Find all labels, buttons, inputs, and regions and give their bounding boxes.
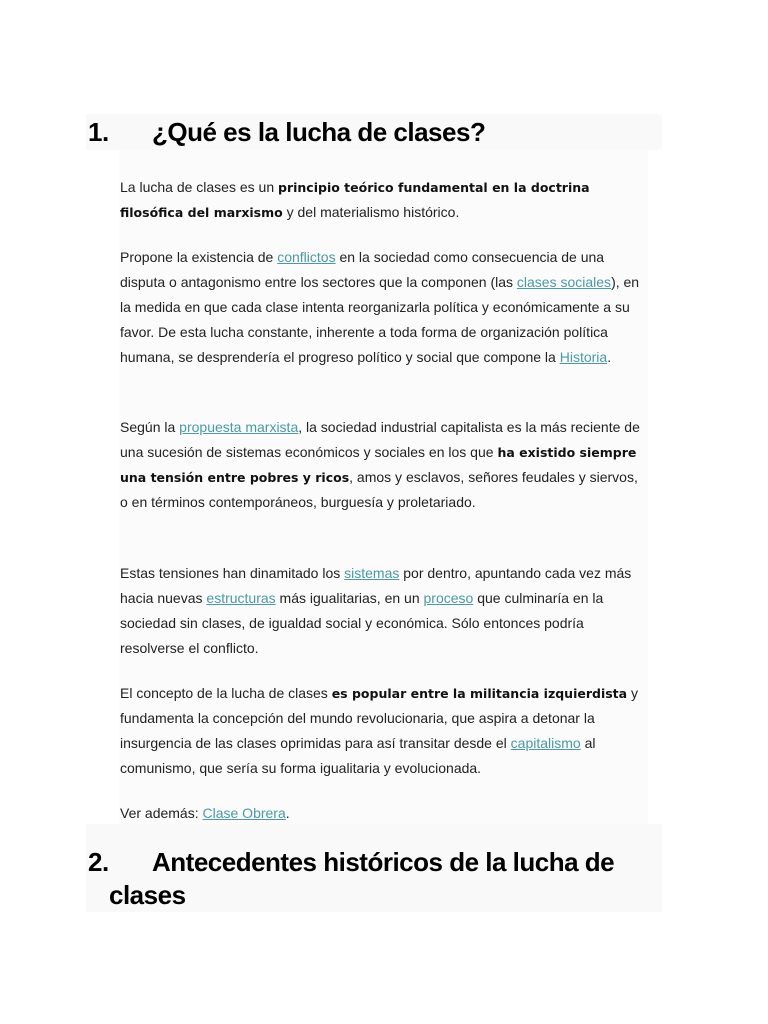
paragraph-3	[120, 415, 648, 515]
text: y del materialismo histórico.	[282, 204, 460, 220]
bold-text: ha existido siempre una tensión entre pobres y ricos	[120, 445, 637, 485]
section-number: 1.	[88, 117, 109, 147]
text: al comunismo, que sería su forma igualitaria y evolucionada.	[120, 735, 596, 776]
text: que culminaría en la sociedad sin clases, de igualdad social y económica. Sólo entonces podría resolverse el conflicto.	[120, 590, 604, 656]
link-propuesta-marxista[interactable]: propuesta marxista	[179, 419, 299, 435]
section-heading-2	[88, 846, 658, 912]
text: Ver además:	[120, 805, 203, 821]
paragraph-2	[120, 245, 648, 370]
text: , la sociedad industrial capitalista es la más reciente de una sucesión de sistemas económicos y sociales en los que	[120, 419, 640, 460]
link-clase-obrera[interactable]: Clase Obrera	[202, 805, 286, 821]
section-heading-1	[88, 116, 658, 148]
section-title: ¿Qué es la lucha de clases?	[152, 117, 486, 147]
bold-text: principio teórico fundamental en la doctrina filosófica del marxismo	[120, 180, 590, 220]
text: más igualitarias, en un	[275, 590, 424, 606]
text: .	[285, 805, 290, 821]
bold-text: es popular entre la militancia izquierdista	[331, 686, 628, 701]
paragraph-6	[120, 801, 648, 826]
link-estructuras[interactable]: estructuras	[206, 590, 276, 606]
link-proceso[interactable]: proceso	[423, 590, 474, 606]
link-conflictos[interactable]: conflictos	[277, 249, 336, 265]
text: La lucha de clases es un	[120, 179, 278, 195]
paragraph-5	[120, 681, 648, 781]
section-title: Antecedentes históricos de la lucha de	[152, 847, 615, 877]
link-sistemas[interactable]: sistemas	[344, 565, 400, 581]
text: por dentro, apuntando cada vez más hacia nuevas	[120, 565, 632, 606]
section-title-continued: clases	[109, 880, 186, 910]
text: en la sociedad como consecuencia de una disputa o antagonismo entre los sectores que la componen (las	[120, 249, 605, 290]
paragraph-4	[120, 561, 648, 661]
text: El concepto de la lucha de clases	[120, 685, 332, 701]
text: y fundamenta la concepción del mundo revolucionaria, que aspira a detonar la insurgencia de las clases oprimidas para así transitar desde el	[120, 685, 638, 751]
text: Estas tensiones han dinamitado los	[120, 565, 345, 581]
link-clases-sociales[interactable]: clases sociales	[516, 274, 612, 290]
text: Según la	[120, 419, 180, 435]
section-number: 2.	[88, 847, 109, 877]
text: ), en la medida en que cada clase intenta reorganizarla política y económicamente a su favor. De esta lucha constante, inherente a toda forma de organización política humana, se desprendería el progreso político y social que compone la	[120, 274, 640, 365]
text: .	[607, 349, 612, 365]
link-capitalismo[interactable]: capitalismo	[510, 735, 581, 751]
text: , amos y esclavos, señores feudales y siervos, o en términos contemporáneos, burguesía y proletariado.	[120, 469, 638, 510]
text: Propone la existencia de	[120, 249, 278, 265]
link-historia[interactable]: Historia	[559, 349, 608, 365]
paragraph-1	[120, 175, 648, 225]
